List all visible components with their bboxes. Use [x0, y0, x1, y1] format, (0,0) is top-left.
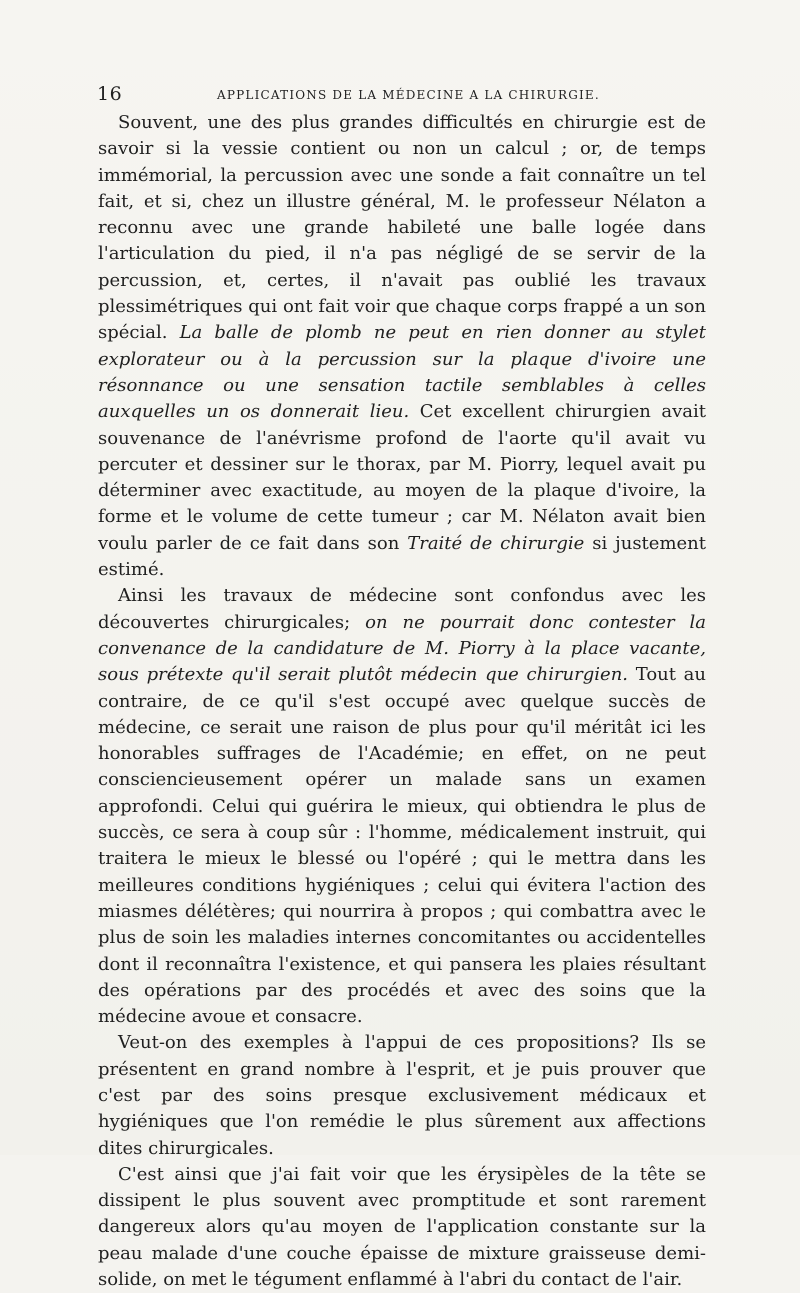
- paragraph-2: [98, 583, 706, 1030]
- paragraph-1-segment-3: Cet excellent chirurgien avait souvenance de l'anévrisme profond de l'aorte qu'il avait vu percuter et dessiner sur le thorax, par M. Piorry, lequel avait pu déterminer avec exactitude, au moyen de la plaque d'ivoire, la forme et le volume de cette tumeur ; car M. Nélaton avait bien voulu parler de ce fait dans son: [98, 401, 706, 554]
- paragraph-2-segment-3: Tout au contraire, de ce qu'il s'est occupé avec quelque succès de médecine, ce serait une raison de plus pour qu'il méritât ici les honorables suffrages de l'Académie; en effet, on ne peut consciencieusement opérer un malade sans un examen approfondi. Celui qui guérira le mieux, qui obtiendra le plus de succès, ce sera à coup sûr : l'homme, médicalement instruit, qui traitera le mieux le blessé ou l'opéré ; qui le mettra dans les meilleures conditions hygiéniques ; celui qui évitera l'action des miasmes délétères; qui nourrira à propos ; qui combattra avec le plus de soin les maladies internes concomitantes ou accidentelles dont il reconnaîtra l'existence, et qui pansera les plaies résultant des opérations par des procédés et avec des soins que la médecine avoue et consacre.: [98, 664, 706, 1028]
- paragraph-2-italic-passage: on ne pourrait donc contester la convenance de la candidature de M. Piorry à la place vacante, sous prétexte qu'il serait plutôt médecin que chirurgien.: [98, 611, 707, 686]
- paragraph-4: [98, 1162, 706, 1293]
- page-number: 16: [97, 83, 123, 105]
- paragraph-1-segment-5: si justement estimé.: [98, 532, 706, 581]
- running-title: APPLICATIONS DE LA MÉDECINE A LA CHIRURGIE.: [217, 88, 600, 102]
- paragraph-3: [98, 1030, 706, 1161]
- paragraph-3-segment-1: Veut-on des exemples à l'appui de ces propositions? Ils se présentent en grand nombre à l'esprit, et je puis prouver que c'est par des soins presque exclusivement médicaux et hygiéniques que l'on remédie le plus sûrement aux affections dites chirurgicales.: [98, 1032, 706, 1159]
- page-header: [97, 83, 707, 107]
- paragraph-1-segment-1: Souvent, une des plus grandes difficultés en chirurgie est de savoir si la vessie contient ou non un calcul ; or, de temps immémorial, la percussion avec une sonde a fait connaître un tel fait, et si, chez un illustre général, M. le professeur Nélaton a reconnu avec une grande habileté une balle logée dans l'articulation du pied, il n'a pas négligé de se servir de la percussion, et, certes, il n'avait pas oublié les travaux plessimétriques qui ont fait voir que chaque corps frappé a un son spécial.: [98, 112, 706, 344]
- paragraph-1: [98, 110, 706, 583]
- paragraph-1-italic-passage: La balle de plomb ne peut en rien donner au stylet explorateur ou à la percussion sur la plaque d'ivoire une résonnance ou une sensation tactile semblables à celles auxquelles un os donnerait lieu.: [98, 322, 706, 423]
- paragraph-1-book-title: Traité de chirurgie: [407, 532, 585, 554]
- paragraph-2-segment-1: Ainsi les travaux de médecine sont confondus avec les découvertes chirurgicales;: [98, 585, 706, 633]
- paragraph-4-segment-1: C'est ainsi que j'ai fait voir que les érysipèles de la tête se dissipent le plus souvent avec promptitude et sont rarement dangereux alors qu'au moyen de l'application constante sur la peau malade d'une couche épaisse de mixture graisseuse demi-solide, on met le tégument enflammé à l'abri du contact de l'air.: [98, 1163, 706, 1291]
- body-text: [98, 110, 706, 1293]
